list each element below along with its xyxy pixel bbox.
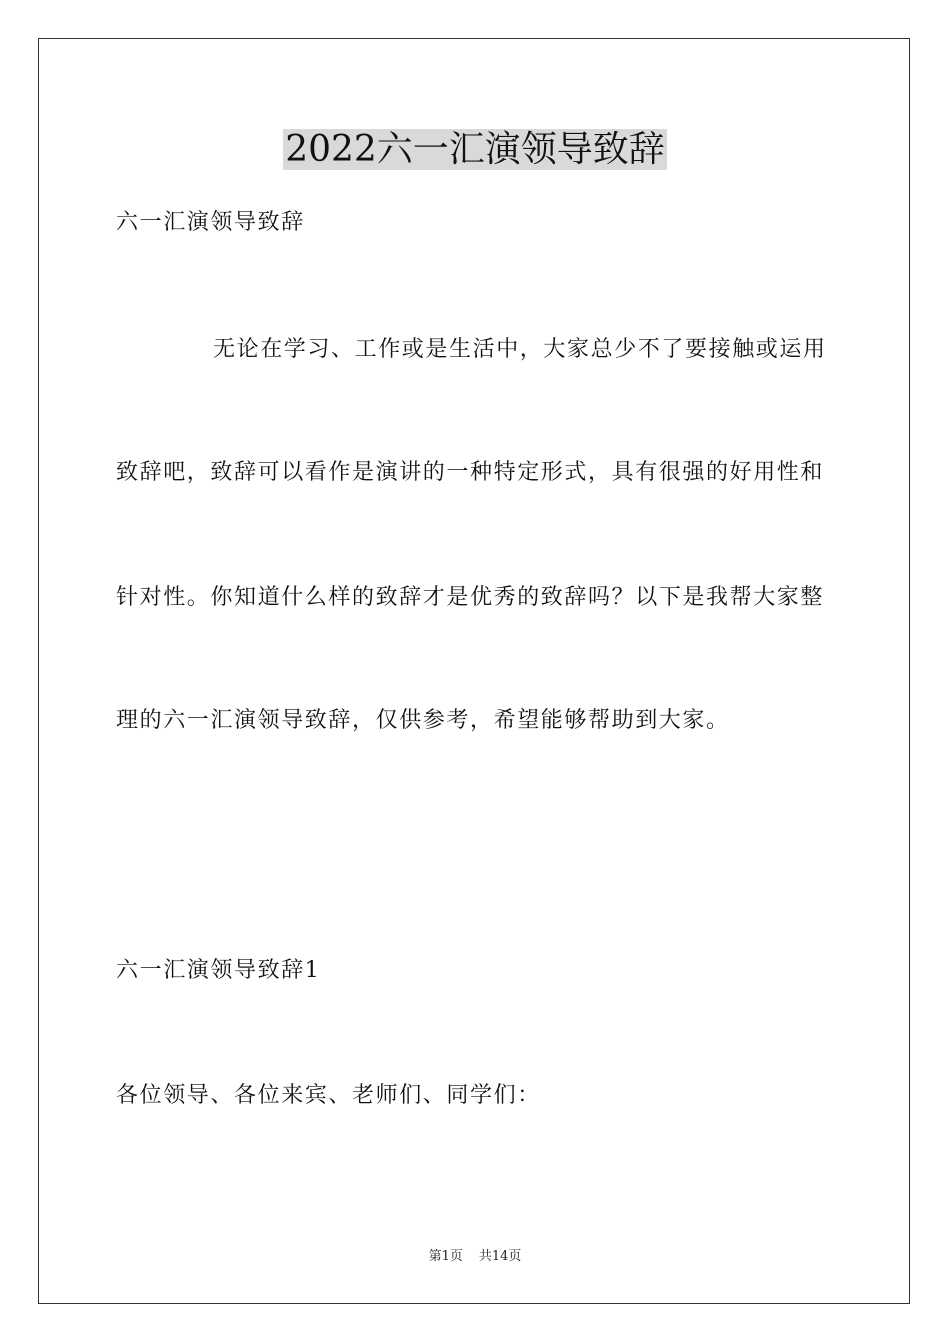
intro-line-1: 无论在学习、工作或是生活中，大家总少不了要接触或运用 <box>213 337 827 362</box>
page-number-total: 共14页 <box>478 1249 522 1264</box>
document-title-text: 2022六一汇演领导致辞 <box>285 129 665 170</box>
greeting-line: 各位领导、各位来宾、老师们、同学们： <box>116 1083 541 1108</box>
document-subtitle: 六一汇演领导致辞 <box>116 210 305 235</box>
intro-line-2: 致辞吧，致辞可以看作是演讲的一种特定形式，具有很强的好用性和 <box>116 460 825 485</box>
intro-line-4: 理的六一汇演领导致辞，仅供参考，希望能够帮助到大家。 <box>116 708 730 733</box>
document-title <box>0 128 950 172</box>
intro-line-3: 针对性。你知道什么样的致辞才是优秀的致辞吗？以下是我帮大家整 <box>116 585 825 610</box>
page-number-current: 第1页 <box>428 1249 463 1264</box>
page-footer <box>0 1248 950 1266</box>
section-heading: 六一汇演领导致辞1 <box>116 958 321 983</box>
